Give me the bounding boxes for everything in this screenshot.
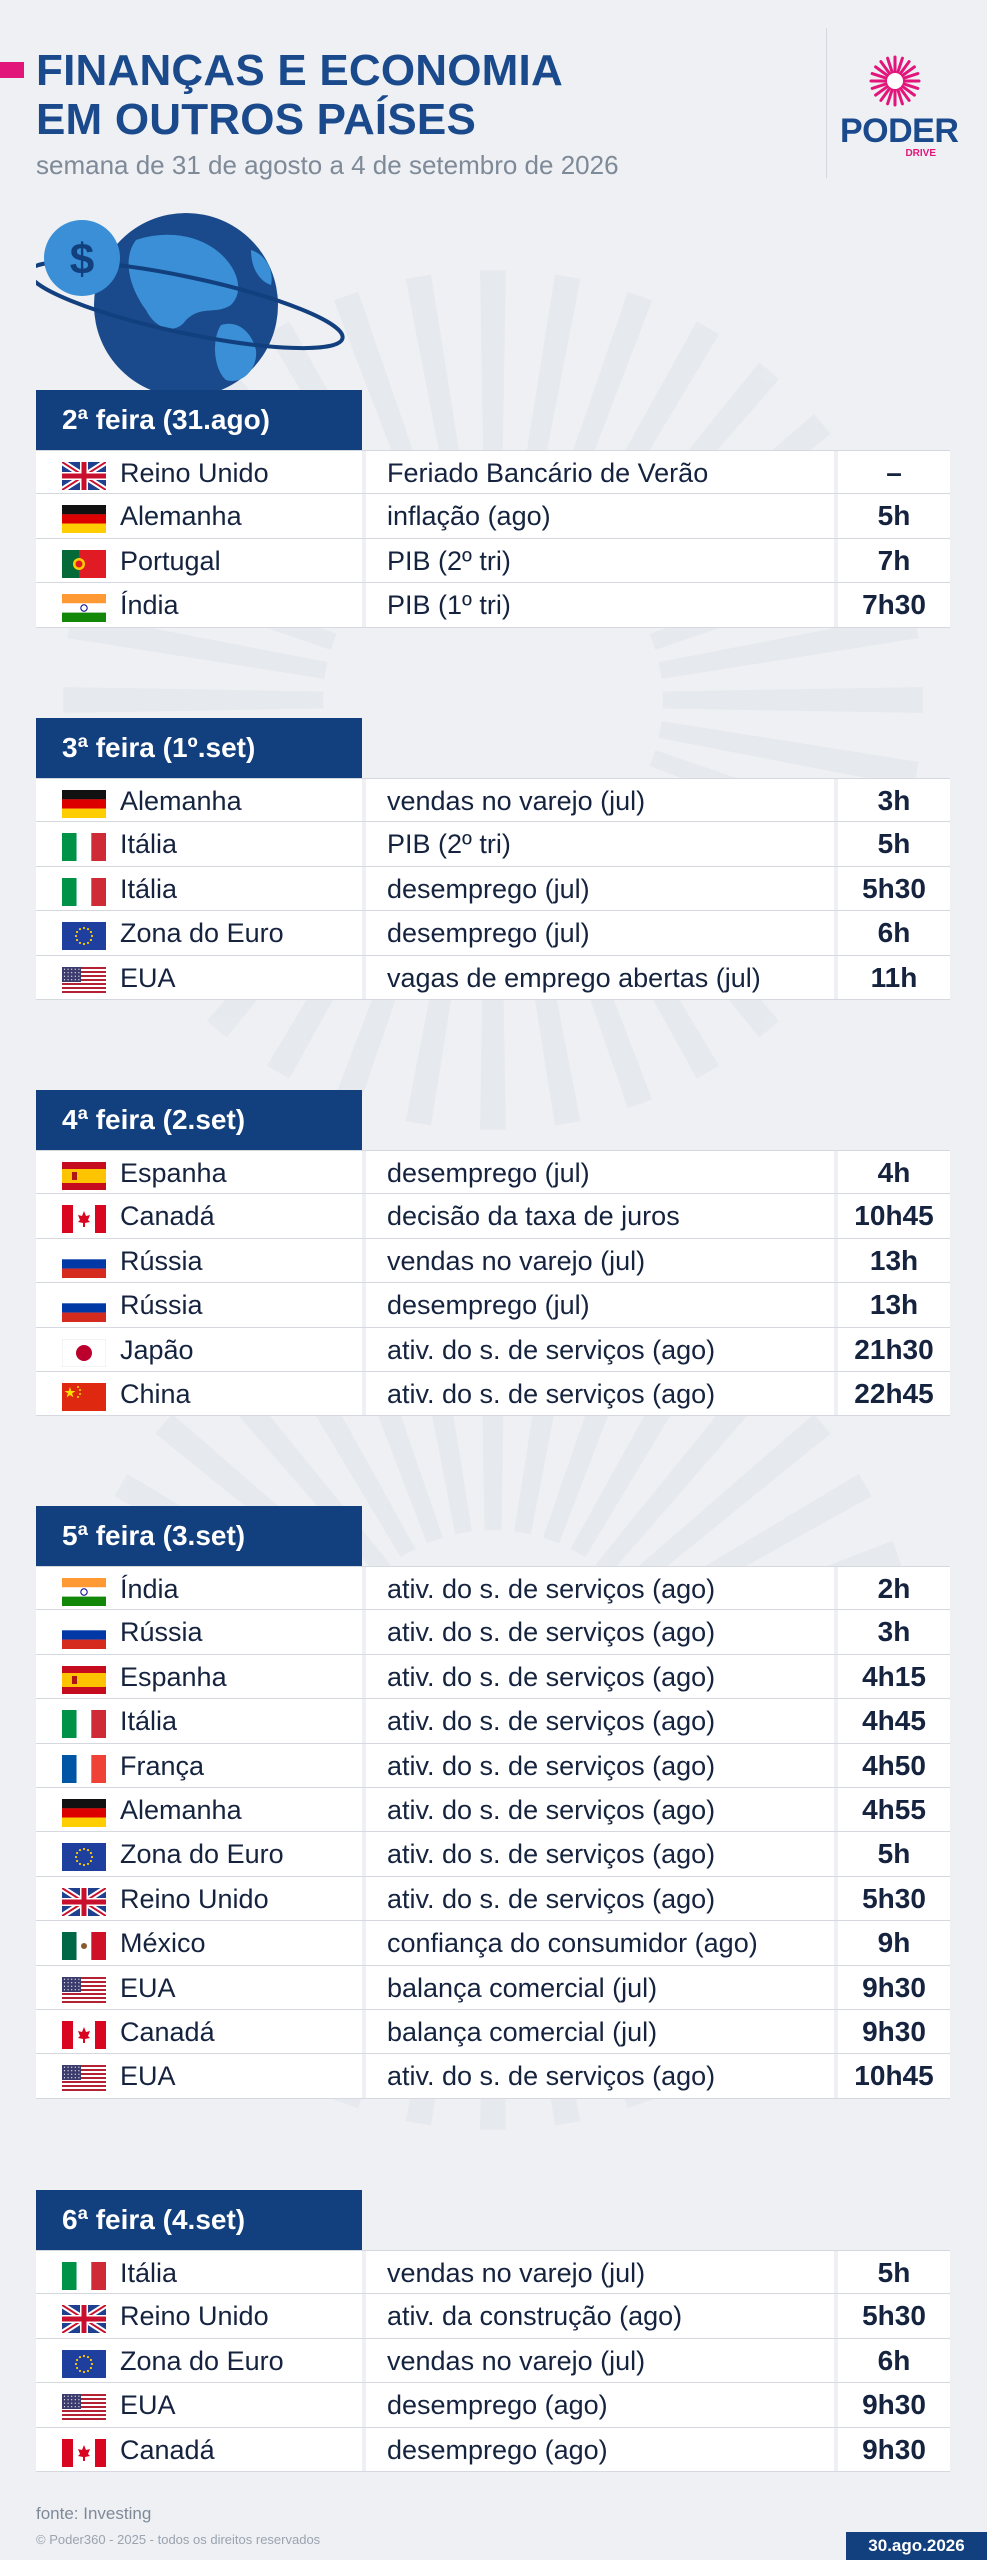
svg-text:$: $ (69, 235, 95, 284)
country-flag-icon (62, 2262, 106, 2290)
event-time: 4h45 (862, 1705, 926, 1737)
table-row (36, 1921, 950, 1965)
country-name: China (120, 1378, 191, 1409)
table-row (36, 1832, 950, 1876)
country-name: Itália (120, 829, 178, 860)
column-divider (362, 1567, 366, 1609)
country-flag-icon (62, 2065, 106, 2093)
column-divider (362, 2054, 366, 2097)
poder-logo-icon (869, 55, 921, 107)
event-name: ativ. do s. de serviços (ago) (387, 1661, 716, 1692)
events-table (36, 778, 950, 1000)
globe-dollar-icon (36, 210, 356, 400)
table-row (36, 1744, 950, 1788)
column-divider (362, 2428, 366, 2471)
country-name: México (120, 1928, 206, 1959)
event-time: 5h (877, 500, 911, 532)
event-time: 9h30 (862, 2389, 926, 2421)
table-row (36, 822, 950, 866)
table-row (36, 1966, 950, 2010)
event-name: ativ. do s. de serviços (ago) (387, 1794, 716, 1825)
country-flag-icon (62, 790, 106, 818)
event-time: 9h30 (862, 2015, 926, 2047)
event-time: 7h (877, 544, 911, 576)
column-divider (362, 2339, 366, 2382)
country-name: EUA (120, 2061, 176, 2092)
day-header: 5ª feira (3.set) (36, 1506, 362, 1566)
accent-bar (0, 62, 24, 78)
column-divider (362, 867, 366, 910)
country-flag-icon (62, 462, 106, 490)
table-row (36, 539, 950, 583)
event-time: 7h30 (862, 589, 926, 621)
country-name: Itália (120, 1706, 178, 1737)
column-divider (362, 451, 366, 493)
country-flag-icon (62, 2021, 106, 2049)
event-name: vagas de emprego abertas (jul) (387, 962, 761, 993)
column-divider (362, 1966, 366, 2009)
event-name: desemprego (jul) (387, 1158, 590, 1188)
event-name: ativ. do s. de serviços (ago) (387, 1334, 716, 1365)
table-row (36, 2294, 950, 2338)
event-time: 10h45 (854, 2060, 934, 2092)
column-divider (362, 1151, 366, 1193)
event-time: 13h (869, 1289, 919, 1321)
country-name: Alemanha (120, 1794, 242, 1825)
footer-copyright: © Poder360 - 2025 - todos os direitos reservados (36, 2532, 321, 2547)
events-table (36, 450, 950, 628)
event-name: PIB (1º tri) (387, 590, 511, 621)
table-row (36, 1788, 950, 1832)
column-divider (362, 1788, 366, 1831)
event-name: ativ. do s. de serviços (ago) (387, 1378, 716, 1409)
event-time: 4h15 (862, 1660, 926, 1692)
column-divider (362, 1744, 366, 1787)
event-name: ativ. da construção (ago) (387, 2301, 683, 2332)
column-divider (362, 1239, 366, 1282)
event-name: ativ. do s. de serviços (ago) (387, 1839, 716, 1870)
event-name: ativ. do s. de serviços (ago) (387, 1574, 716, 1604)
column-divider (362, 2010, 366, 2053)
table-row (36, 2428, 950, 2472)
country-name: EUA (120, 1972, 176, 2003)
country-flag-icon (62, 1888, 106, 1916)
column-divider (362, 1610, 366, 1653)
table-row (36, 1372, 950, 1416)
column-divider (362, 956, 366, 999)
event-time: 13h (869, 1244, 919, 1276)
country-name: Canadá (120, 1201, 215, 1232)
column-divider (362, 1699, 366, 1742)
table-row (36, 867, 950, 911)
column-divider (362, 2294, 366, 2337)
country-name: França (120, 1750, 205, 1781)
country-flag-icon (62, 967, 106, 995)
event-name: decisão da taxa de juros (387, 1201, 680, 1232)
event-time: 4h (877, 1157, 911, 1188)
country-name: Reino Unido (120, 458, 269, 488)
country-name: Rússia (120, 1245, 203, 1276)
country-flag-icon (62, 505, 106, 533)
event-name: confiança do consumidor (ago) (387, 1928, 758, 1959)
country-flag-icon (62, 1621, 106, 1649)
country-flag-icon (62, 833, 106, 861)
event-time: 4h55 (862, 1793, 926, 1825)
logo-divider (826, 28, 827, 178)
table-row (36, 1239, 950, 1283)
table-row (36, 1194, 950, 1238)
table-row (36, 494, 950, 538)
table-row (36, 1655, 950, 1699)
country-name: EUA (120, 2390, 176, 2421)
event-time: 2h (877, 1573, 911, 1604)
country-flag-icon (62, 1666, 106, 1694)
column-divider (362, 539, 366, 582)
country-flag-icon (62, 1932, 106, 1960)
event-name: desemprego (jul) (387, 918, 590, 949)
country-flag-icon (62, 2305, 106, 2333)
table-row (36, 1877, 950, 1921)
country-name: Espanha (120, 1158, 227, 1188)
event-name: desemprego (ago) (387, 2434, 608, 2465)
column-divider (362, 1328, 366, 1371)
country-flag-icon (62, 1710, 106, 1738)
country-name: Alemanha (120, 501, 242, 532)
event-time: 9h30 (862, 1971, 926, 2003)
country-flag-icon (62, 1799, 106, 1827)
column-divider (362, 2251, 366, 2293)
table-row (36, 450, 950, 494)
country-name: Espanha (120, 1661, 227, 1692)
table-row (36, 1328, 950, 1372)
table-row (36, 1610, 950, 1654)
event-time: 5h (877, 828, 911, 860)
event-name: inflação (ago) (387, 501, 551, 532)
event-name: PIB (2º tri) (387, 829, 511, 860)
events-table (36, 1566, 950, 2099)
event-time: 4h50 (862, 1749, 926, 1781)
country-flag-icon (62, 1755, 106, 1783)
day-section (36, 718, 950, 1000)
country-flag-icon (62, 1843, 106, 1871)
column-divider (362, 1877, 366, 1920)
table-row (36, 1566, 950, 1610)
column-divider (362, 1194, 366, 1237)
event-time: 21h30 (854, 1333, 934, 1365)
logo-name: PODER (840, 112, 959, 150)
table-row (36, 956, 950, 1000)
country-name: Canadá (120, 2434, 215, 2465)
event-name: ativ. do s. de serviços (ago) (387, 1706, 716, 1737)
country-name: Índia (120, 1574, 179, 1604)
event-name: ativ. do s. de serviços (ago) (387, 1617, 716, 1648)
events-table (36, 2250, 950, 2472)
column-divider (362, 1372, 366, 1415)
country-flag-icon (62, 550, 106, 578)
day-header: 3ª feira (1º.set) (36, 718, 362, 778)
event-name: Feriado Bancário de Verão (387, 458, 709, 488)
table-row (36, 583, 950, 627)
event-name: vendas no varejo (jul) (387, 2345, 646, 2376)
event-name: desemprego (jul) (387, 1290, 590, 1321)
column-divider (362, 2383, 366, 2426)
event-time: 3h (877, 1616, 911, 1648)
country-flag-icon (62, 2394, 106, 2422)
country-flag-icon (62, 1162, 106, 1190)
country-name: Rússia (120, 1290, 203, 1321)
event-name: balança comercial (jul) (387, 2016, 658, 2047)
column-divider (362, 1832, 366, 1875)
country-name: Reino Unido (120, 2301, 269, 2332)
event-time: 22h45 (854, 1377, 934, 1409)
event-name: PIB (2º tri) (387, 545, 511, 576)
day-section (36, 1506, 950, 2099)
country-name: Japão (120, 1334, 194, 1365)
country-flag-icon (62, 1250, 106, 1278)
country-flag-icon (62, 2350, 106, 2378)
column-divider (362, 583, 366, 626)
country-flag-icon (62, 878, 106, 906)
event-time: 11h (870, 961, 918, 993)
table-row (36, 911, 950, 955)
day-section (36, 1090, 950, 1416)
table-row (36, 2250, 950, 2294)
event-time: 5h (877, 2257, 911, 2288)
table-row (36, 2010, 950, 2054)
event-name: vendas no varejo (jul) (387, 1245, 646, 1276)
country-name: Itália (120, 2258, 178, 2288)
event-time: 5h30 (862, 2300, 926, 2332)
country-name: Rússia (120, 1617, 203, 1648)
country-flag-icon (62, 1294, 106, 1322)
column-divider (362, 822, 366, 865)
country-flag-icon (62, 922, 106, 950)
date-badge: 30.ago.2026 (846, 2532, 987, 2560)
table-row (36, 778, 950, 822)
day-header: 2ª feira (31.ago) (36, 390, 362, 450)
column-divider (362, 779, 366, 821)
logo-sub: DRIVE (905, 148, 936, 159)
event-time: 6h (877, 2344, 911, 2376)
event-name: balança comercial (jul) (387, 1972, 658, 2003)
country-name: Reino Unido (120, 1883, 269, 1914)
country-name: Portugal (120, 545, 221, 576)
country-flag-icon (62, 1205, 106, 1233)
event-name: vendas no varejo (jul) (387, 786, 646, 816)
event-time: 3h (877, 785, 911, 816)
day-header: 6ª feira (4.set) (36, 2190, 362, 2250)
event-name: desemprego (jul) (387, 873, 590, 904)
page-title (36, 46, 563, 144)
country-name: Índia (120, 590, 179, 621)
footer-source: fonte: Investing (36, 2504, 152, 2523)
country-flag-icon (62, 1383, 106, 1411)
event-name: ativ. do s. de serviços (ago) (387, 1883, 716, 1914)
column-divider (362, 1655, 366, 1698)
event-name: ativ. do s. de serviços (ago) (387, 2061, 716, 2092)
event-name: vendas no varejo (jul) (387, 2258, 646, 2288)
table-row (36, 1699, 950, 1743)
column-divider (362, 1283, 366, 1326)
table-row (36, 1283, 950, 1327)
table-row (36, 1150, 950, 1194)
poder-logo (840, 55, 959, 159)
day-header: 4ª feira (2.set) (36, 1090, 362, 1150)
event-time: 9h30 (862, 2433, 926, 2465)
event-time: 10h45 (854, 1200, 934, 1232)
country-name: Zona do Euro (120, 918, 284, 949)
page-subtitle: semana de 31 de agosto a 4 de setembro de 2026 (36, 150, 619, 180)
event-time: 5h (877, 1838, 911, 1870)
table-row (36, 2054, 950, 2098)
country-name: Canadá (120, 2016, 215, 2047)
page-title-line-1: FINANÇAS E ECONOMIA (36, 46, 563, 95)
event-time: 5h30 (862, 1882, 926, 1914)
column-divider (362, 911, 366, 954)
country-name: Zona do Euro (120, 1839, 284, 1870)
column-divider (362, 494, 366, 537)
table-row (36, 2339, 950, 2383)
event-time: 5h30 (862, 872, 926, 904)
table-row (36, 2383, 950, 2427)
country-name: Alemanha (120, 786, 242, 816)
country-flag-icon (62, 2439, 106, 2467)
country-name: EUA (120, 962, 176, 993)
day-section (36, 2190, 950, 2472)
event-time: 6h (877, 917, 911, 949)
event-name: desemprego (ago) (387, 2390, 608, 2421)
country-flag-icon (62, 1977, 106, 2005)
event-time: – (886, 457, 902, 488)
page-title-line-2: EM OUTROS PAÍSES (36, 95, 476, 144)
day-section (36, 390, 950, 628)
event-name: ativ. do s. de serviços (ago) (387, 1750, 716, 1781)
country-flag-icon (62, 1578, 106, 1606)
column-divider (362, 1921, 366, 1964)
country-name: Itália (120, 873, 178, 904)
events-table (36, 1150, 950, 1416)
country-name: Zona do Euro (120, 2345, 284, 2376)
country-flag-icon (62, 594, 106, 622)
event-time: 9h (877, 1927, 911, 1959)
country-flag-icon (62, 1339, 106, 1367)
